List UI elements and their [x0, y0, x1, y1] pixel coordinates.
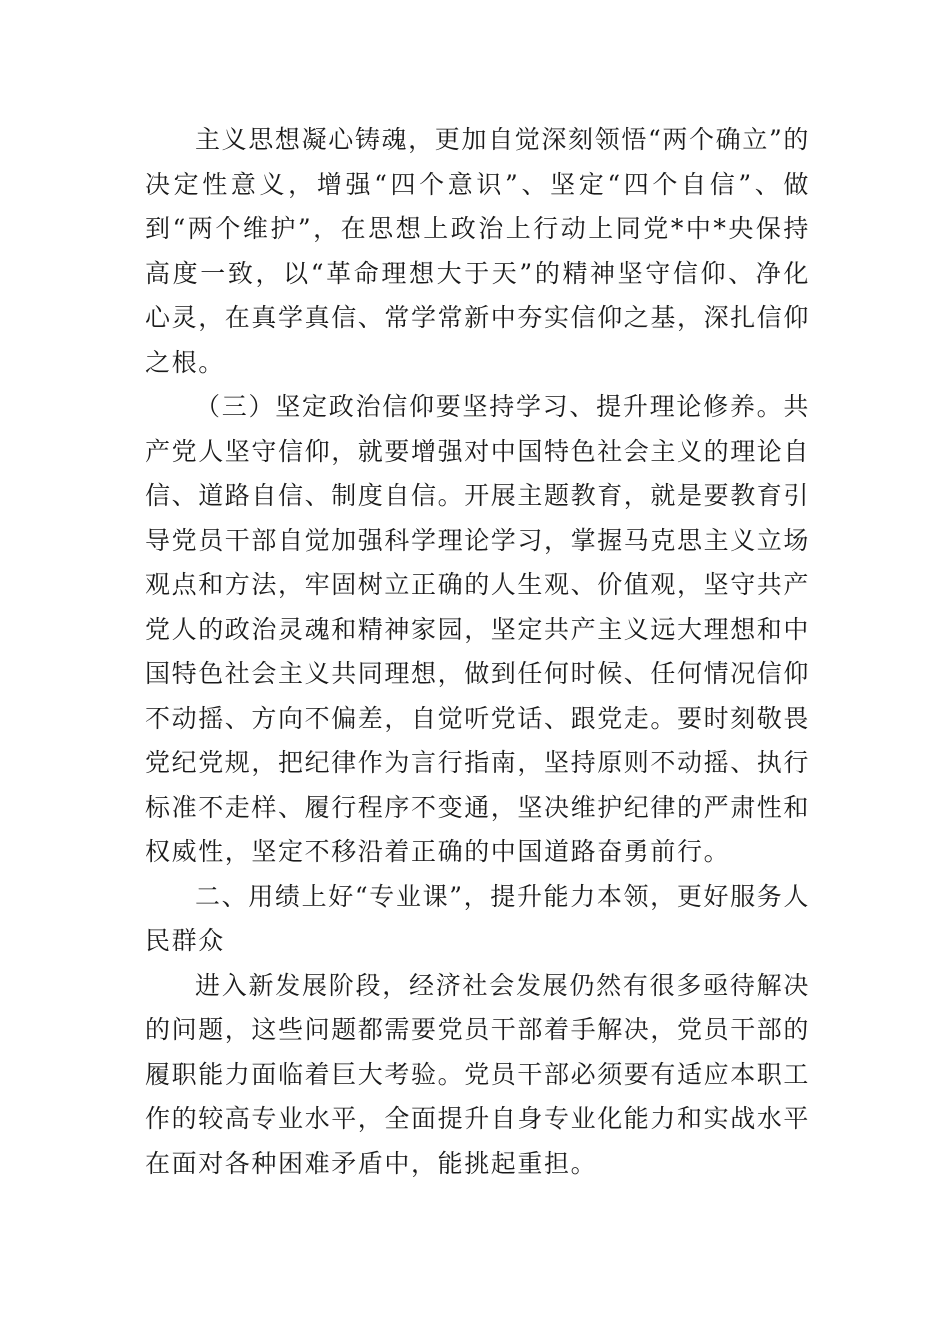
- paragraph-continuation: 主义思想凝心铸魂，更加自觉深刻领悟“两个确立”的决定性意义，增强“四个意识”、坚定“四个自信”、做到“两个维护”，在思想上政治上行动上同党*中*央保持高度一致，以“革命理想大于天”的精神坚守信仰、净化心灵，在真学真信、常学常新中夯实信仰之基，深扎信仰之根。: [145, 125, 811, 377]
- document-page: [145, 118, 810, 1186]
- paragraph-development-stage: 进入新发展阶段，经济社会发展仍然有很多亟待解决的问题，这些问题都需要党员干部着手解决，党员干部的履职能力面临着巨大考验。党员干部必须要有适应本职工作的较高专业水平，全面提升自身专业化能力和实战水平在面对各种困难矛盾中，能挑起重担。: [145, 970, 811, 1178]
- section-heading-two: 二、用绩上好“专业课”，提升能力本领，更好服务人民群众: [145, 881, 810, 955]
- paragraph-section-three: （三）坚定政治信仰要坚持学习、提升理论修养。共产党人坚守信仰，就要增强对中国特色社会主义的理论自信、道路自信、制度自信。开展主题教育，就是要教育引导党员干部自觉加强科学理论学习，掌握马克思主义立场观点和方法，牢固树立正确的人生观、价值观，坚守共产党人的政治灵魂和精神家园，坚定共产主义远大理想和中国特色社会主义共同理想，做到任何时候、任何情况信仰不动摇、方向不偏差，自觉听党话、跟党走。要时刻敬畏党纪党规，把纪律作为言行指南，坚持原则不动摇、执行标准不走样、履行程序不变通，坚决维护纪律的严肃性和权威性，坚定不移沿着正确的中国道路奋勇前行。: [145, 392, 811, 866]
